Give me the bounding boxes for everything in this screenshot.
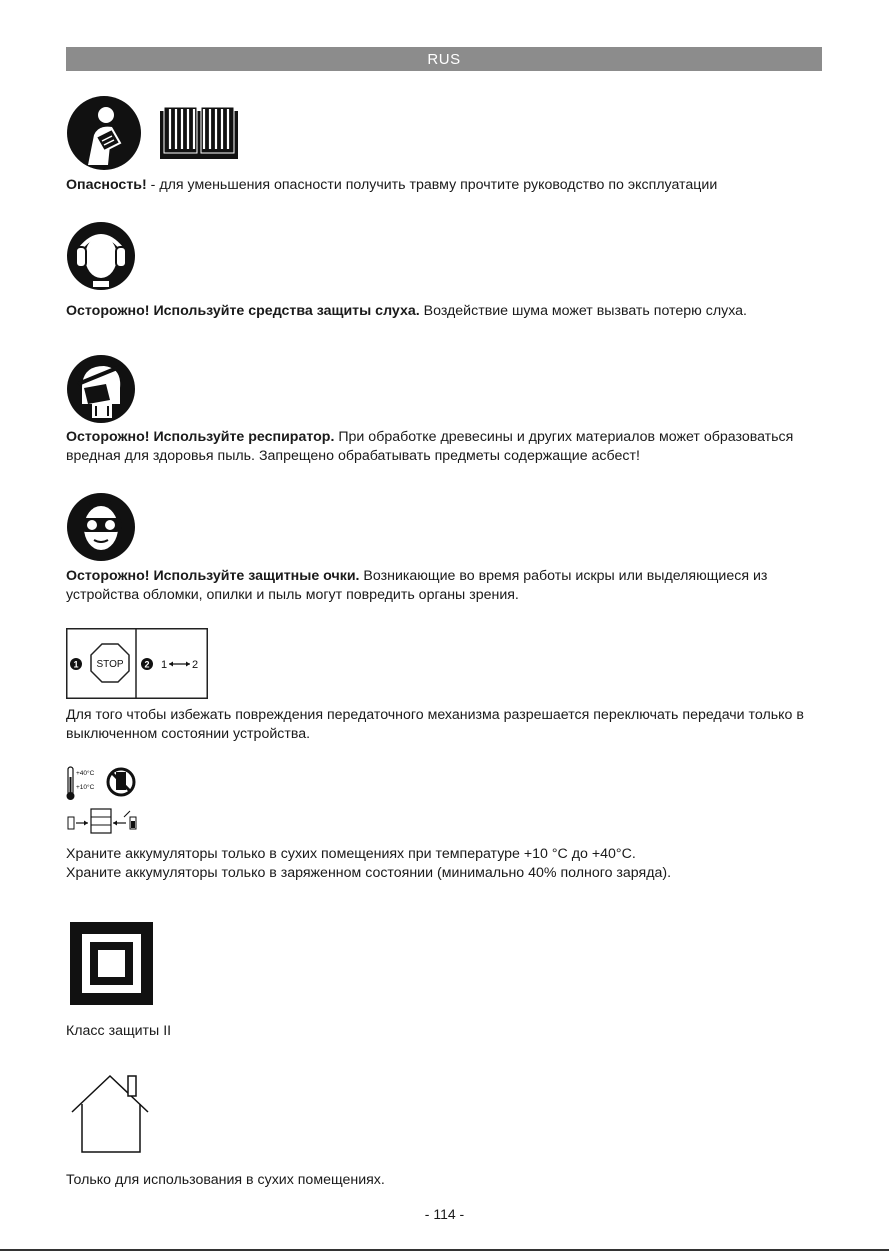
hearing-warning-text: Воздействие шума может вызвать потерю слуха.	[419, 303, 747, 319]
step-one-number: 1	[73, 659, 79, 670]
goggles-text	[66, 567, 826, 605]
safety-goggles-icon	[66, 492, 136, 562]
stop-label: STOP	[96, 659, 124, 670]
read-manual-warning-bold: Опасность!	[66, 177, 147, 193]
gears-text: Для того чтобы избежать повреждения передаточного механизма разрешается переключать передачи только в выключенном состоянии устройства.	[66, 707, 804, 742]
battery-storage-icon	[66, 765, 148, 835]
protection-class-text: Класс защиты II	[66, 1023, 172, 1039]
hearing-text	[66, 302, 826, 321]
read-manual-warning-text: - для уменьшения опасности получить травму прочтите руководство по эксплуатации	[146, 177, 718, 193]
battery-line-2: Храните аккумуляторы только в заряженном состоянии (минимально 40% полного заряда).	[66, 865, 672, 881]
manual-book-icon	[160, 107, 238, 159]
temp-high-label: +40°C	[76, 770, 95, 777]
protection-class-2-icon	[70, 922, 153, 1005]
read-manual-person-icon	[66, 95, 142, 171]
indoor-use-house-icon	[70, 1072, 154, 1154]
language-header-bar	[66, 47, 822, 71]
hearing-warning-bold: Осторожно! Используйте средства защиты слуха.	[66, 303, 420, 319]
page-number: - 114 -	[424, 1206, 465, 1222]
read-manual-text	[66, 176, 826, 195]
gear-to-label: 2	[192, 659, 199, 671]
respirator-text	[66, 428, 826, 466]
battery-line-1: Храните аккумуляторы только в сухих помещениях при температуре +10 °C до +40°C.	[66, 846, 636, 862]
gear-from-label: 1	[161, 659, 168, 671]
ear-protection-icon	[66, 221, 136, 291]
indoor-use-text: Только для использования в сухих помещениях.	[66, 1172, 385, 1188]
temp-low-label: +10°C	[76, 784, 95, 791]
respirator-warning-bold: Осторожно! Используйте респиратор.	[66, 429, 335, 445]
respirator-warning-text: При обработке древесины и других материалов может образоваться вредная для здоровья пыль. Запрещено обрабатывать предметы содержащие асбест!	[66, 429, 794, 464]
respirator-icon	[66, 354, 136, 424]
language-label: RUS	[427, 50, 461, 68]
gear-switch-stop-icon	[66, 628, 208, 699]
goggles-warning-bold: Осторожно! Используйте защитные очки.	[66, 568, 360, 584]
goggles-warning-text: Возникающие во время работы искры или выделяющиеся из устройства обломки, опилки и пыль могут повредить органы зрения.	[66, 568, 768, 603]
footer-divider	[0, 1249, 889, 1251]
step-two-number: 2	[144, 659, 150, 670]
